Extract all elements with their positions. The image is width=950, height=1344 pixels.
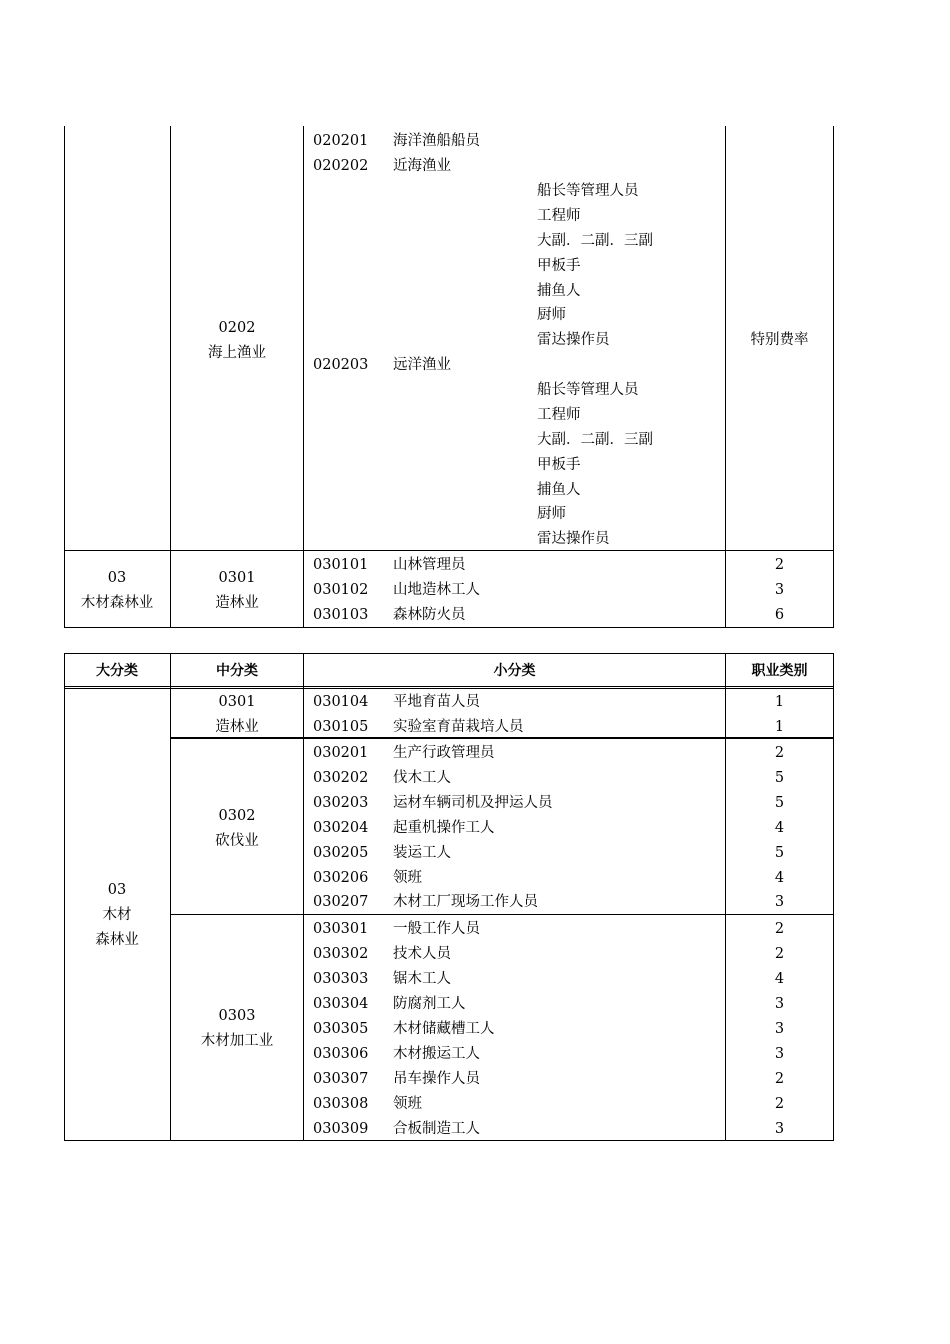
occupation-code: 030104 bbox=[313, 694, 369, 710]
occupation-level: 2 bbox=[774, 557, 785, 573]
sub-occupation: 厨师 bbox=[537, 506, 566, 522]
big-category-code: 03 bbox=[107, 570, 127, 586]
occupation-code: 030302 bbox=[313, 946, 369, 962]
occupation-level: 2 bbox=[774, 921, 785, 937]
occupation-level: 3 bbox=[774, 1046, 785, 1062]
occupation-name: 森林防火员 bbox=[393, 607, 466, 623]
occupation-name: 木材搬运工人 bbox=[393, 1046, 480, 1062]
big-category-name: 木材森林业 bbox=[80, 595, 154, 611]
occupation-code: 030202 bbox=[313, 770, 369, 786]
occupation-level: 3 bbox=[774, 894, 785, 910]
header-occupation-level: 职业类别 bbox=[751, 663, 808, 679]
occupation-name: 近海渔业 bbox=[393, 158, 451, 174]
occupation-code: 030205 bbox=[313, 845, 369, 861]
occupation-level: 特别费率 bbox=[750, 332, 809, 348]
column-divider bbox=[303, 126, 304, 628]
occupation-name: 装运工人 bbox=[393, 845, 451, 861]
mid-category-name: 造林业 bbox=[215, 595, 259, 611]
occupation-name: 防腐剂工人 bbox=[393, 996, 466, 1012]
occupation-level: 3 bbox=[774, 1121, 785, 1137]
mid-category-code: 0202 bbox=[218, 320, 256, 336]
big-category-name: 森林业 bbox=[95, 932, 139, 948]
occupation-code: 020203 bbox=[313, 357, 369, 373]
big-category-name: 木材 bbox=[102, 907, 132, 923]
occupation-level: 4 bbox=[774, 971, 785, 987]
occupation-name: 实验室育苗栽培人员 bbox=[393, 719, 524, 735]
sub-occupation: 厨师 bbox=[537, 307, 566, 323]
sub-occupation: 甲板手 bbox=[537, 258, 581, 274]
occupation-name: 山林管理员 bbox=[393, 557, 466, 573]
occupation-code: 030105 bbox=[313, 719, 369, 735]
occupation-code: 030203 bbox=[313, 795, 369, 811]
row-divider bbox=[64, 550, 834, 551]
header-small-category: 小分类 bbox=[493, 663, 536, 679]
occupation-level: 5 bbox=[774, 770, 785, 786]
sub-occupation: 大副．二副．三副 bbox=[537, 432, 653, 448]
header-mid-category: 中分类 bbox=[216, 663, 258, 679]
occupation-code: 030201 bbox=[313, 745, 369, 761]
occupation-level: 6 bbox=[774, 607, 785, 623]
mid-category-name: 海上渔业 bbox=[208, 345, 266, 361]
sub-occupation: 船长等管理人员 bbox=[537, 382, 639, 398]
occupation-level: 4 bbox=[774, 870, 785, 886]
occupation-level: 3 bbox=[774, 582, 785, 598]
occupation-code: 030309 bbox=[313, 1121, 369, 1137]
column-divider bbox=[170, 126, 171, 628]
mid-category-name: 砍伐业 bbox=[215, 833, 259, 849]
sub-occupation: 雷达操作员 bbox=[537, 332, 610, 348]
big-category-code: 03 bbox=[107, 882, 127, 898]
occupation-level: 5 bbox=[774, 845, 785, 861]
occupation-name: 技术人员 bbox=[393, 946, 451, 962]
occupation-code: 030204 bbox=[313, 820, 369, 836]
mid-category-name: 木材加工业 bbox=[200, 1033, 274, 1049]
occupation-code: 030307 bbox=[313, 1071, 369, 1087]
occupation-code: 030304 bbox=[313, 996, 369, 1012]
occupation-name: 起重机操作工人 bbox=[393, 820, 495, 836]
occupation-name: 吊车操作人员 bbox=[393, 1071, 480, 1087]
occupation-code: 030305 bbox=[313, 1021, 369, 1037]
occupation-level: 1 bbox=[774, 719, 785, 735]
sub-occupation: 甲板手 bbox=[537, 457, 581, 473]
occupation-name: 平地育苗人员 bbox=[393, 694, 480, 710]
occupation-code: 030303 bbox=[313, 971, 369, 987]
sub-occupation: 大副．二副．三副 bbox=[537, 233, 653, 249]
occupation-level: 3 bbox=[774, 996, 785, 1012]
occupation-level: 1 bbox=[774, 694, 785, 710]
mid-category-name: 造林业 bbox=[215, 719, 259, 735]
occupation-code: 020202 bbox=[313, 158, 369, 174]
occupation-name: 领班 bbox=[393, 1096, 422, 1112]
sub-occupation: 捕鱼人 bbox=[537, 283, 581, 299]
mid-category-code: 0301 bbox=[218, 570, 256, 586]
occupation-name: 海洋渔船船员 bbox=[393, 133, 480, 149]
occupation-code: 030103 bbox=[313, 607, 369, 623]
occupation-level: 2 bbox=[774, 946, 785, 962]
table-border-left bbox=[64, 126, 65, 628]
mid-category-code: 0301 bbox=[218, 694, 256, 710]
occupation-code: 030207 bbox=[313, 894, 369, 910]
occupation-name: 远洋渔业 bbox=[393, 357, 451, 373]
occupation-name: 山地造林工人 bbox=[393, 582, 480, 598]
header-divider bbox=[64, 688, 834, 689]
sub-occupation: 雷达操作员 bbox=[537, 531, 610, 547]
occupation-name: 木材储藏槽工人 bbox=[393, 1021, 495, 1037]
mid-category-code: 0302 bbox=[218, 808, 256, 824]
occupation-level: 5 bbox=[774, 795, 785, 811]
sub-occupation: 工程师 bbox=[537, 407, 581, 423]
occupation-level: 4 bbox=[774, 820, 785, 836]
occupation-code: 020201 bbox=[313, 133, 369, 149]
occupation-name: 生产行政管理员 bbox=[393, 745, 495, 761]
sub-occupation: 船长等管理人员 bbox=[537, 183, 639, 199]
sub-occupation: 工程师 bbox=[537, 208, 581, 224]
occupation-name: 一般工作人员 bbox=[393, 921, 480, 937]
occupation-name: 木材工厂现场工作人员 bbox=[393, 894, 538, 910]
occupation-code: 030102 bbox=[313, 582, 369, 598]
occupation-level: 2 bbox=[774, 1071, 785, 1087]
occupation-level: 2 bbox=[774, 745, 785, 761]
table-border-top bbox=[64, 653, 834, 654]
occupation-name: 领班 bbox=[393, 870, 422, 886]
occupation-name: 合板制造工人 bbox=[393, 1121, 480, 1137]
occupation-level: 2 bbox=[774, 1096, 785, 1112]
occupation-code: 030308 bbox=[313, 1096, 369, 1112]
occupation-code: 030306 bbox=[313, 1046, 369, 1062]
occupation-code: 030301 bbox=[313, 921, 369, 937]
occupation-name: 锯木工人 bbox=[393, 971, 451, 987]
sub-occupation: 捕鱼人 bbox=[537, 482, 581, 498]
mid-category-code: 0303 bbox=[218, 1008, 256, 1024]
occupation-level: 3 bbox=[774, 1021, 785, 1037]
occupation-name: 伐木工人 bbox=[393, 770, 451, 786]
occupation-code: 030206 bbox=[313, 870, 369, 886]
header-divider bbox=[64, 686, 834, 687]
header-big-category: 大分类 bbox=[96, 663, 138, 679]
occupation-name: 运材车辆司机及押运人员 bbox=[393, 795, 553, 811]
occupation-code: 030101 bbox=[313, 557, 369, 573]
